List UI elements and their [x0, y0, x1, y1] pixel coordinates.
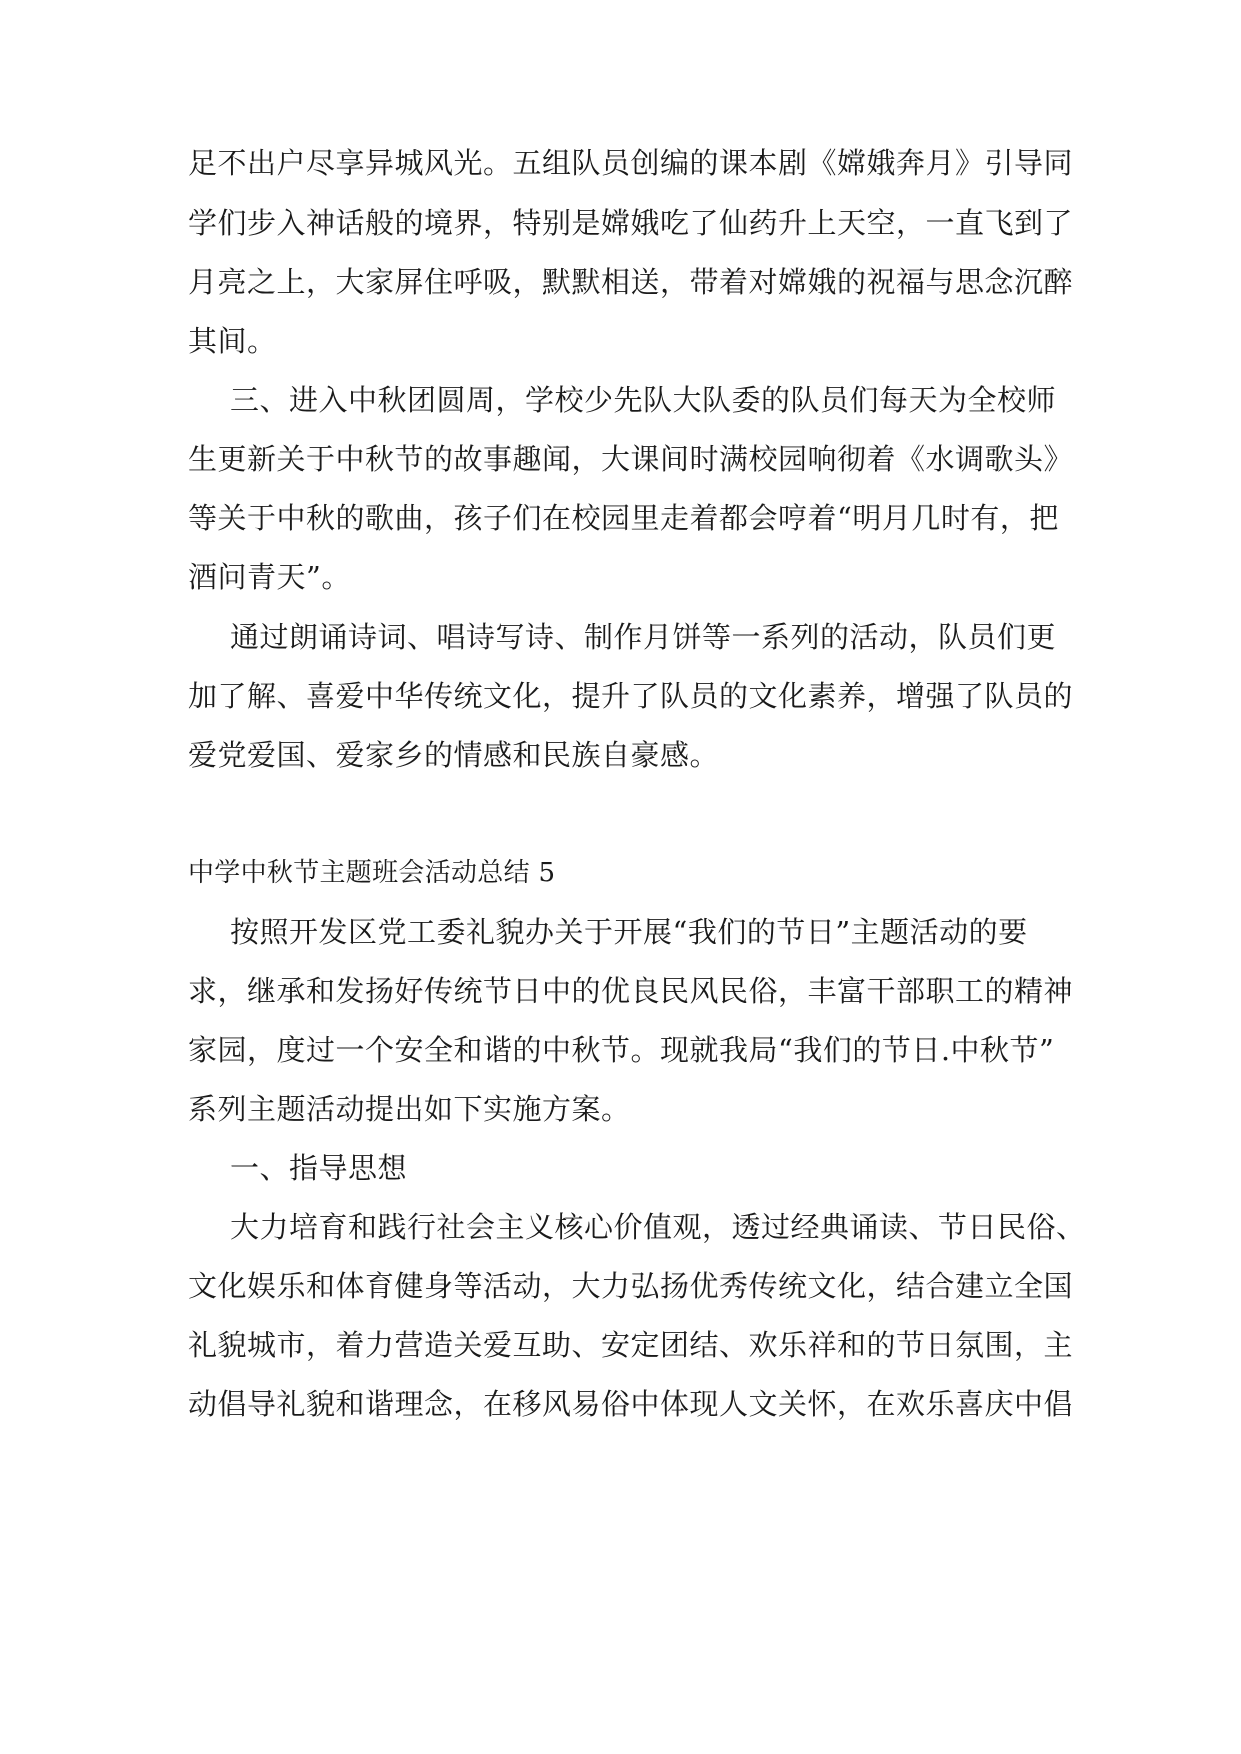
paragraph-line: 通过朗诵诗词、唱诗写诗、制作月饼等一系列的活动，队员们更: [230, 620, 1057, 654]
section-title: 中学中秋节主题班会活动总结 5: [188, 858, 556, 888]
paragraph-line: 其间。: [188, 324, 277, 358]
paragraph-line: 生更新关于中秋节的故事趣闻，大课间时满校园响彻着《水调歌头》: [188, 442, 1074, 476]
paragraph-line: 足不出户尽享异城风光。五组队员创编的课本剧《嫦娥奔月》引导同: [188, 146, 1074, 180]
paragraph-line: 动倡导礼貌和谐理念，在移风易俗中体现人文关怀，在欢乐喜庆中倡: [188, 1387, 1074, 1421]
paragraph-line: 系列主题活动提出如下实施方案。: [188, 1092, 631, 1126]
paragraph-line: 学们步入神话般的境界，特别是嫦娥吃了仙药升上天空，一直飞到了: [188, 206, 1074, 240]
paragraph-line: 礼貌城市，着力营造关爱互助、安定团结、欢乐祥和的节日氛围，主: [188, 1328, 1074, 1362]
subheading: 一、指导思想: [230, 1151, 408, 1185]
paragraph-line: 加了解、喜爱中华传统文化，提升了队员的文化素养，增强了队员的: [188, 679, 1074, 713]
paragraph-line: 爱党爱国、爱家乡的情感和民族自豪感。: [188, 738, 720, 772]
paragraph-line: 文化娱乐和体育健身等活动，大力弘扬优秀传统文化，结合建立全国: [188, 1269, 1074, 1303]
paragraph-line: 求，继承和发扬好传统节日中的优良民风民俗，丰富干部职工的精神: [188, 974, 1074, 1008]
paragraph-line: 酒问青天”。: [188, 560, 351, 594]
paragraph-line: 家园，度过一个安全和谐的中秋节。现就我局“我们的节日.中秋节”: [188, 1033, 1055, 1067]
paragraph-line: 三、进入中秋团圆周，学校少先队大队委的队员们每天为全校师: [230, 383, 1057, 417]
paragraph-line: 按照开发区党工委礼貌办关于开展“我们的节日”主题活动的要: [230, 915, 1028, 949]
paragraph-line: 大力培育和践行社会主义核心价值观，透过经典诵读、节日民俗、: [230, 1210, 1086, 1244]
paragraph-line: 月亮之上，大家屏住呼吸，默默相送，带着对嫦娥的祝福与思念沉醉: [188, 265, 1074, 299]
paragraph-line: 等关于中秋的歌曲，孩子们在校园里走着都会哼着“明月几时有，把: [188, 501, 1059, 535]
